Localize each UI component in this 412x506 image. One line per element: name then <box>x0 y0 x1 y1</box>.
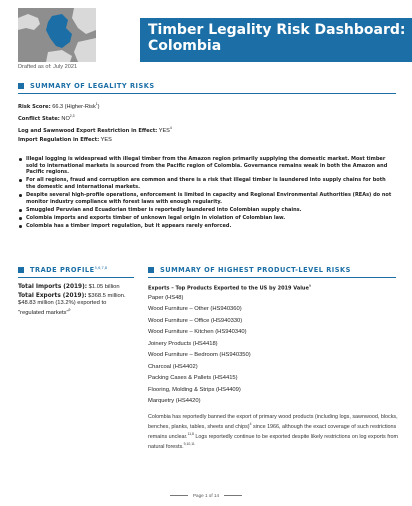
list-item: Illegal logging is widespread with illegal timber from the Amazon region primarily supplying the domestic market. Most timber sold to international markets is sourced from the Pacific region of Colombia. Governance remains weak in both the Amazon and Pacific regions. <box>18 156 396 176</box>
exports-label: Total Exports (2019): <box>18 292 87 299</box>
conflict-state-value: NO <box>61 115 70 122</box>
section-marker-icon <box>148 267 154 273</box>
paragraph-part: Logs reportedly continue to be exported despite likely restrictions on log exports from natural forests. <box>148 433 398 450</box>
list-item: Paper (HS48) <box>148 294 184 301</box>
exports-subheading-text: Exports – Top Products Exported to the US by 2019 Value <box>148 285 309 292</box>
section-divider <box>148 277 396 278</box>
imports-value: $1.05 billion <box>88 284 120 290</box>
page-footer <box>0 491 412 499</box>
exports-detail-note: 9 <box>68 308 71 313</box>
list-item: Marquetry (HS4420) <box>148 398 201 405</box>
trade-profile <box>18 284 134 319</box>
trade-heading-text: TRADE PROFILE <box>30 266 95 275</box>
import-regulation-line <box>18 137 112 144</box>
import-regulation-value: YES <box>100 137 112 143</box>
imports-line <box>18 284 134 291</box>
list-item: Flooring, Molding & Strips (HS4409) <box>148 386 241 393</box>
export-restriction-line <box>18 125 172 135</box>
risk-bullet-list <box>18 156 396 232</box>
section-marker-icon <box>18 267 24 273</box>
exports-subheading <box>148 282 400 293</box>
footer-rule <box>170 495 188 496</box>
risk-score-suffix: ) <box>97 103 100 110</box>
list-item: Wood Furniture – Bedroom (HS940350) <box>148 352 251 359</box>
imports-label: Total Imports (2019): <box>18 284 88 290</box>
summary-section-header <box>18 80 155 92</box>
trade-heading-note: 5,6,7,8 <box>94 265 108 270</box>
product-list <box>148 293 400 408</box>
product-risks <box>148 282 400 451</box>
list-item: Smuggled Peruvian and Ecuadorian timber is reportedly laundered into Colombian supply chains. <box>18 207 396 214</box>
list-item: Colombia has a timber import regulation, but it appears rarely enforced. <box>18 223 396 230</box>
list-item: Joinery Products (HS4418) <box>148 340 218 347</box>
page-title: Timber Legality Risk Dashboard: Colombia <box>148 22 406 54</box>
products-heading: SUMMARY OF HIGHEST PRODUCT-LEVEL RISKS <box>160 266 351 274</box>
conflict-state-line <box>18 113 75 123</box>
risk-score-label: Risk Score: <box>18 103 51 110</box>
exports-subheading-note: 9 <box>308 284 312 288</box>
title-banner <box>140 18 412 62</box>
paragraph-part: since 1966, although the exact coverage of such restrictions remains unclear. <box>148 423 397 440</box>
list-item: For all regions, fraud and corruption are common and there is a risk that illegal timber is laundered into supply chains for both the domestic and international markets. <box>18 177 396 190</box>
exports-value: $368.5 million. <box>88 292 126 299</box>
import-regulation-label: Import Regulation in Effect: <box>18 137 100 143</box>
paragraph-note: 9,10,11 <box>183 441 195 446</box>
list-item: Packing Cases & Pallets (HS4415) <box>148 375 238 382</box>
export-ban-paragraph <box>148 414 400 451</box>
list-item: Colombia imports and exports timber of unknown legal origin in violation of Colombian law. <box>18 215 396 222</box>
page-number: Page 1 of 14 <box>192 492 220 498</box>
risk-score-value: 66.3 (Higher-Risk <box>52 103 96 110</box>
export-restriction-label: Log and Sawnwood Export Restriction in Effect: <box>18 127 158 134</box>
export-restriction-value: YES <box>158 127 170 134</box>
list-item: Wood Furniture – Kitchen (HS940340) <box>148 329 247 336</box>
list-item: Wood Furniture – Office (HS940330) <box>148 317 243 324</box>
colombia-location-map <box>18 8 96 62</box>
section-divider <box>18 277 134 278</box>
paragraph-part: Colombia has reportedly banned the export of primary wood products (including logs, sawnwood, blocks, benches, planks, tables, sheets and chips) <box>148 413 398 430</box>
list-item: Despite several high-profile operations, enforcement is limited in capacity and Regional Environmental Authorities (REAs) do not monitor industry compliance with forest laws with enough regularity. <box>18 192 396 205</box>
paragraph-note: 11,8 <box>187 431 194 436</box>
paragraph-note: 4 <box>249 421 252 426</box>
conflict-state-note: 2,3 <box>69 114 75 118</box>
conflict-state-label: Conflict State: <box>18 115 60 122</box>
drafted-date: Drafted as of: July 2021 <box>18 64 78 70</box>
list-item: Wood Furniture – Other (HS940360) <box>148 306 242 313</box>
page-header <box>0 0 412 62</box>
map-icon <box>18 8 96 62</box>
exports-detail: $48.83 million (13.2%) exported to "regulated markets" <box>18 299 107 317</box>
risk-score-line <box>18 101 100 111</box>
trade-heading <box>30 266 107 274</box>
summary-heading: SUMMARY OF LEGALITY RISKS <box>30 82 155 90</box>
list-item: Charcoal (HS4402) <box>148 363 198 370</box>
trade-section-header <box>18 264 107 276</box>
section-marker-icon <box>18 83 24 89</box>
section-divider <box>18 93 396 94</box>
export-restriction-note: 4 <box>169 126 172 130</box>
products-section-header <box>148 264 351 276</box>
footer-rule <box>224 495 242 496</box>
risk-score-note: 1 <box>95 102 98 106</box>
exports-line <box>18 293 134 318</box>
